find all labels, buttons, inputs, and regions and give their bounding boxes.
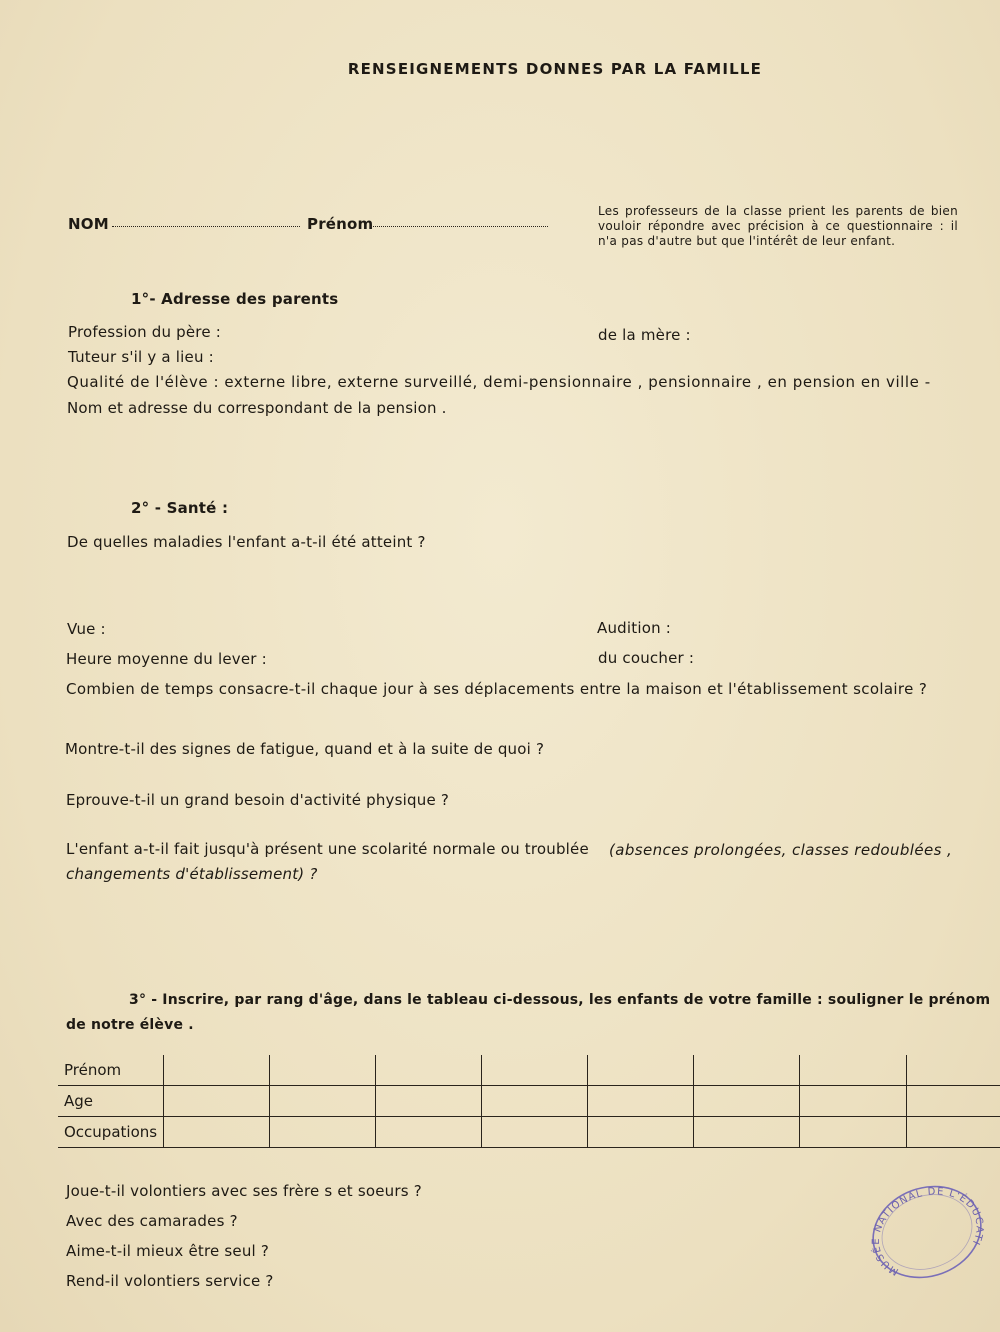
table-cell[interactable] [694,1117,800,1148]
prenom-label: Prénom [307,215,374,233]
table-cell[interactable] [376,1055,482,1086]
section3-heading: 3° - Inscrire, par rang d'âge, dans le tableau ci-dessous, les enfants de votre famille : souligner le prénom [129,992,991,1008]
table-cell[interactable] [270,1117,376,1148]
stamp-text: MUSÉE NATIONAL DE L'ÉDUCATION [871,1186,985,1277]
section1-heading: 1°- Adresse des parents [131,290,339,308]
table-cell[interactable] [694,1055,800,1086]
table-cell[interactable] [482,1086,588,1117]
table-cell[interactable] [694,1086,800,1117]
table-row [58,1055,1000,1086]
table-cell[interactable] [906,1086,1000,1117]
section2-heading: 2° - Santé : [131,499,229,517]
table-cell[interactable] [906,1055,1000,1086]
nom-field[interactable] [112,226,300,227]
scolarite-details-cont: changements d'établissement) ? [66,865,318,883]
table-cell[interactable] [906,1117,1000,1148]
museum-stamp [868,1180,986,1280]
table-cell[interactable] [800,1086,906,1117]
row-label-prenom: Prénom [58,1055,164,1086]
table-cell[interactable] [588,1086,694,1117]
fatigue-question: Montre-t-il des signes de fatigue, quand et à la suite de quoi ? [65,740,545,758]
svg-text:MUSÉE NATIONAL DE L'ÉDUCATION [868,1180,986,1280]
freres-soeurs-question: Joue-t-il volontiers avec ses frère s et soeurs ? [66,1182,422,1200]
activite-question: Eprouve-t-il un grand besoin d'activité physique ? [66,791,450,809]
family-table [58,1055,1000,1148]
table-cell[interactable] [482,1055,588,1086]
table-row [58,1086,1000,1117]
camarades-question: Avec des camarades ? [66,1212,238,1230]
deplacements-question: Combien de temps consacre-t-il chaque jour à ses déplacements entre la maison et l'établissement scolaire ? [66,680,928,698]
scolarite-question: L'enfant a-t-il fait jusqu'à présent une scolarité normale ou troublée [66,840,589,858]
table-cell[interactable] [800,1055,906,1086]
coucher-label: du coucher : [598,649,695,667]
lever-label: Heure moyenne du lever : [66,650,267,668]
table-cell[interactable] [588,1117,694,1148]
table-cell[interactable] [164,1086,270,1117]
correspondant-label: Nom et adresse du correspondant de la pension . [67,399,447,417]
profession-mere-label: de la mère : [598,326,691,344]
table-row [58,1117,1000,1148]
profession-pere-label: Profession du père : [68,323,221,341]
qualite-eleve-label: Qualité de l'élève : externe libre, externe surveillé, demi-pensionnaire , pensionnaire , en pension en ville - [67,373,931,391]
table-cell[interactable] [376,1117,482,1148]
table-cell[interactable] [376,1086,482,1117]
page-title: RENSEIGNEMENTS DONNES PAR LA FAMILLE [347,60,763,78]
table-cell[interactable] [800,1117,906,1148]
table-cell[interactable] [482,1117,588,1148]
tuteur-label: Tuteur s'il y a lieu : [68,348,214,366]
seul-question: Aime-t-il mieux être seul ? [66,1242,270,1260]
maladies-question: De quelles maladies l'enfant a-t-il été atteint ? [67,533,426,551]
table-cell[interactable] [270,1086,376,1117]
parents-note: Les professeurs de la classe prient les parents de bien vouloir répondre avec précision à ce questionnaire : il n'a pas d'autre but que l'intérêt de leur enfant. [598,204,958,248]
audition-label: Audition : [597,619,672,637]
service-question: Rend-il volontiers service ? [66,1272,274,1290]
section3-heading-cont: de notre élève . [66,1017,194,1033]
table-cell[interactable] [270,1055,376,1086]
table-cell[interactable] [164,1055,270,1086]
table-cell[interactable] [588,1055,694,1086]
row-label-age: Age [58,1086,164,1117]
prenom-field[interactable] [370,226,548,227]
vue-label: Vue : [67,620,106,638]
scolarite-details: (absences prolongées, classes redoublées , [609,841,953,859]
nom-label: NOM [68,215,109,233]
table-cell[interactable] [164,1117,270,1148]
row-label-occupations: Occupations [58,1117,164,1148]
